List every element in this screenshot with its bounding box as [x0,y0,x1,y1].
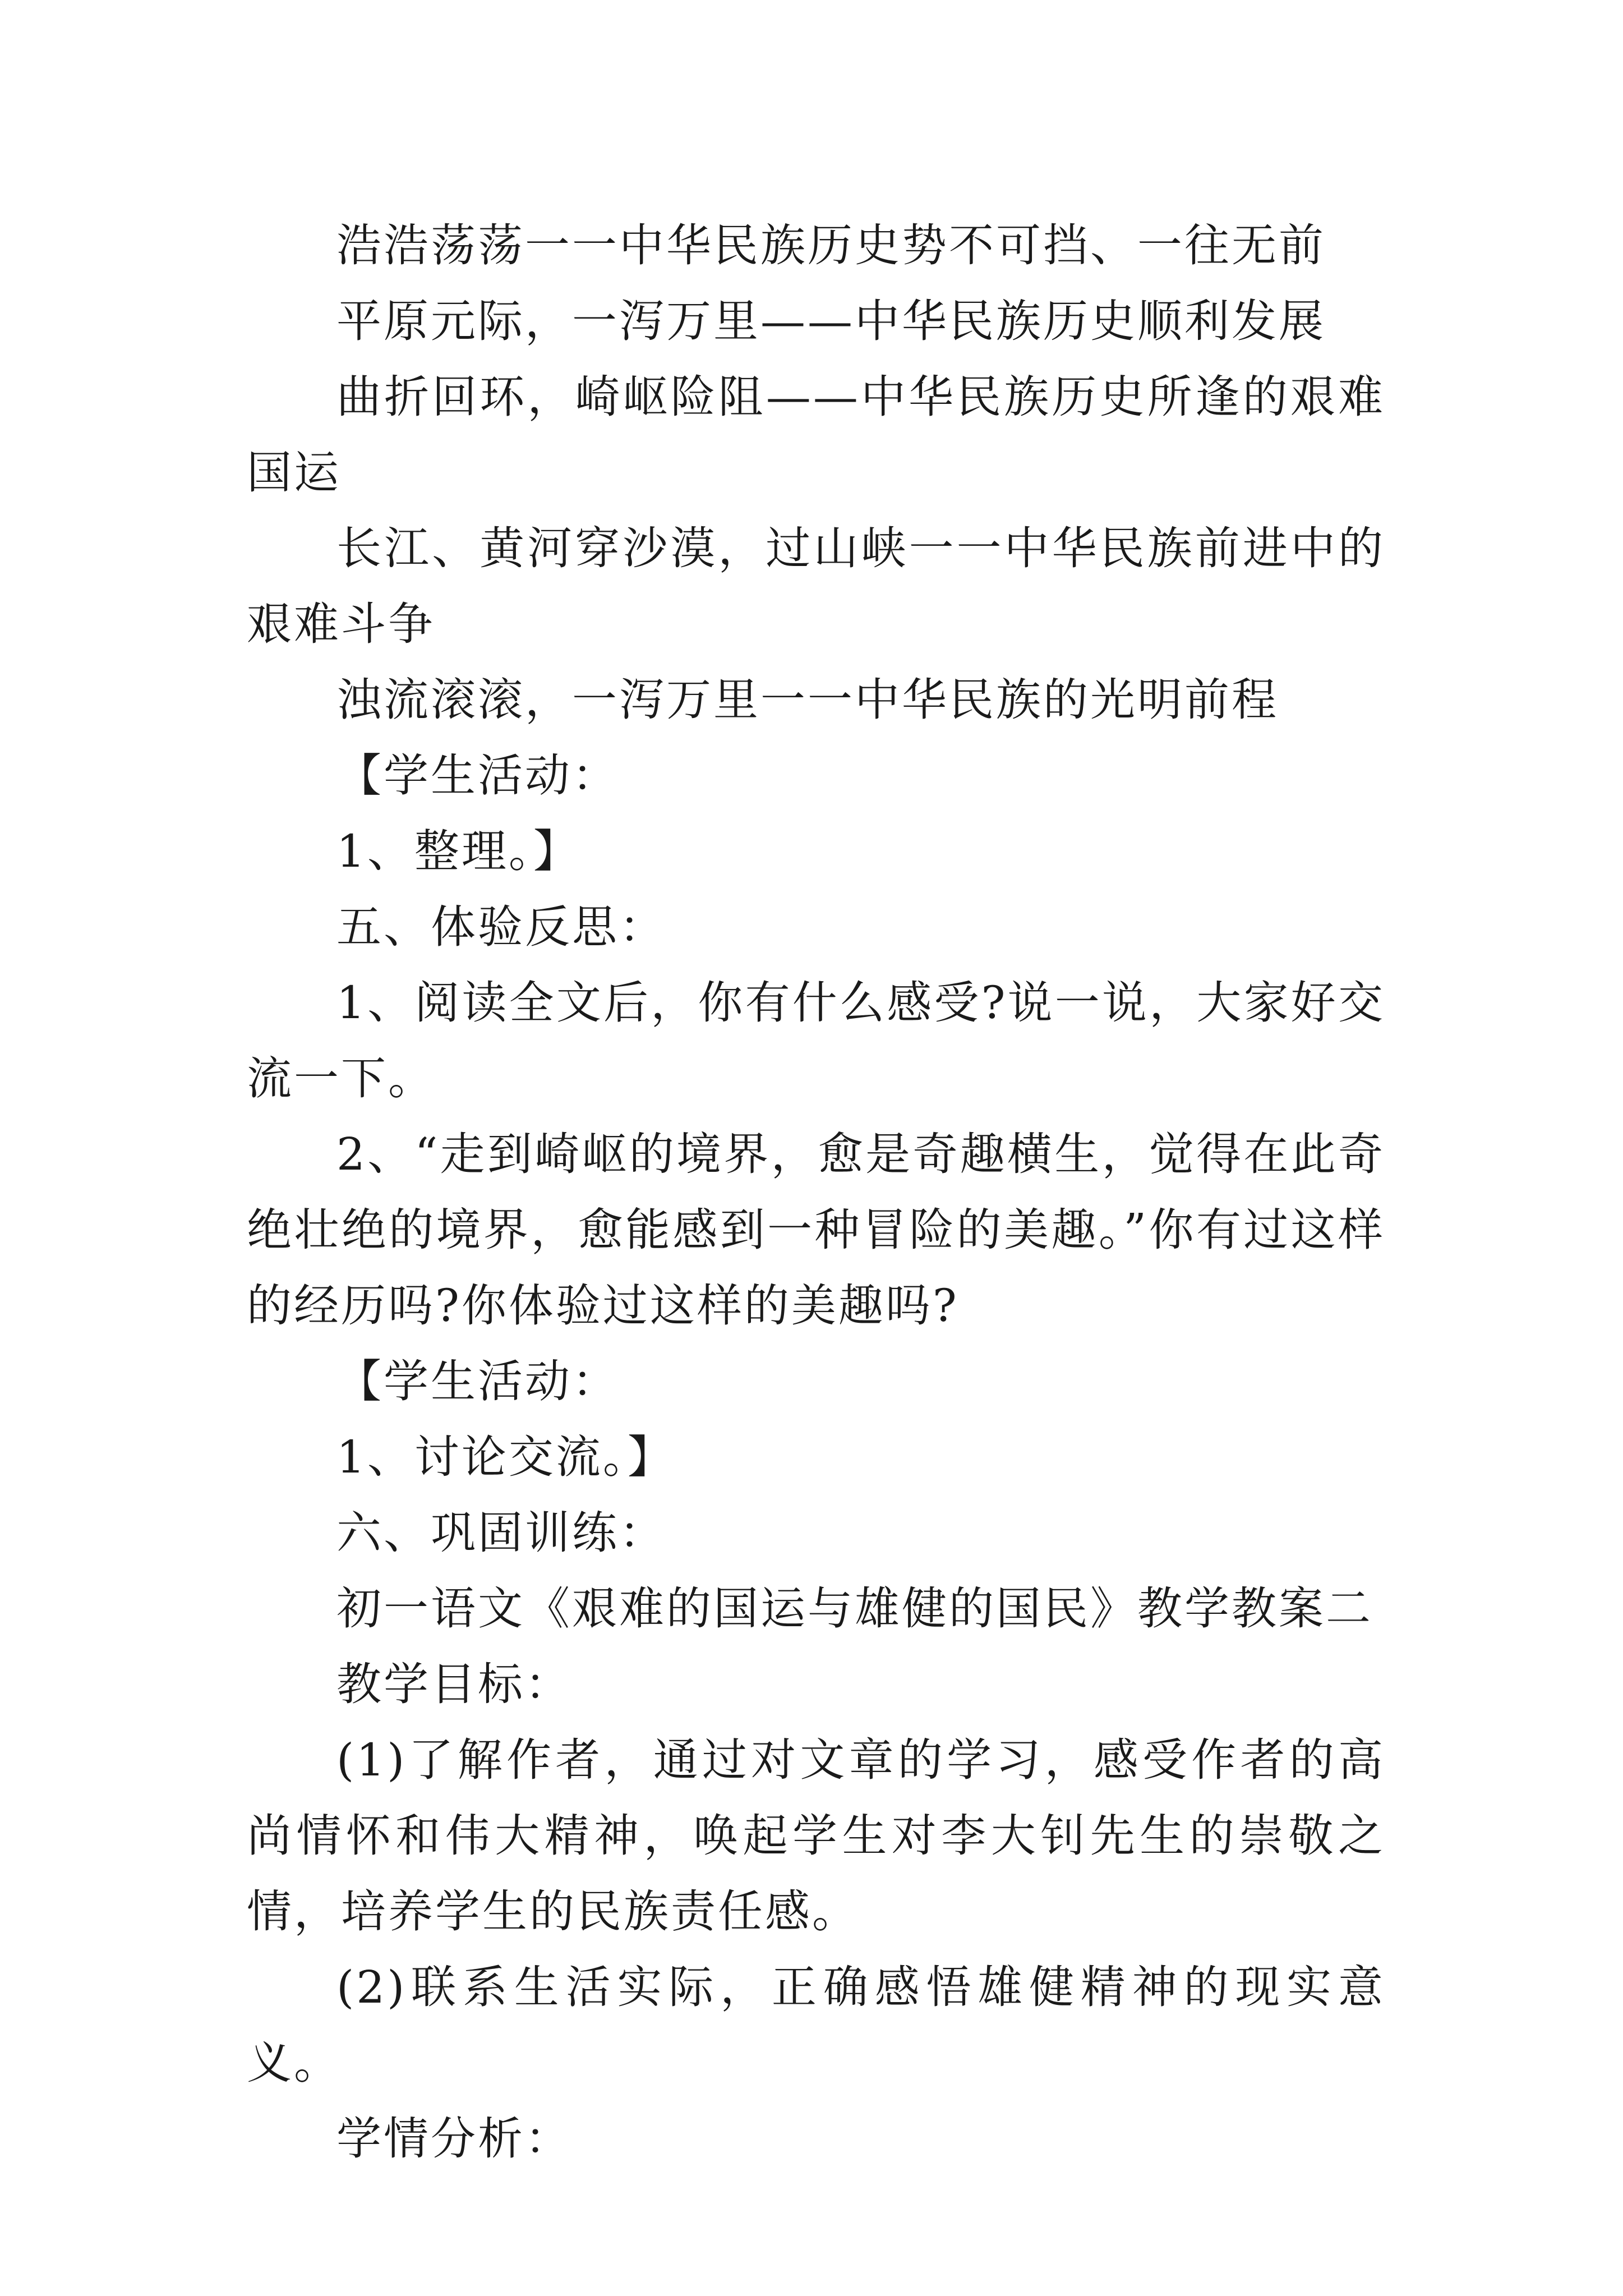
paragraph: 2、“走到崎岖的境界，愈是奇趣横生，觉得在此奇绝壮绝的境界，愈能感到一种冒险的美趣。”你有过这样的经历吗?你体验过这样的美趣吗? [247,1128,1385,1332]
document-title: 初一语文《艰难的国运与雄健的国民》教学教案二 [336,1582,1373,1635]
section-heading: 教学目标： [336,1658,572,1710]
paragraph: 长江、黄河穿沙漠，过山峡一一中华民族前进中的艰难斗争 [247,522,1385,650]
section-heading: 六、巩固训练： [336,1507,666,1559]
document-body [247,208,1385,2177]
paragraph: 浩浩荡荡一一中华民族历史势不可挡、一往无前 [336,219,1326,272]
section-heading: 学情分析： [336,2113,572,2165]
paragraph: 1、阅读全文后，你有什么感受?说一说，大家好交流一下。 [247,977,1385,1105]
paragraph: 【学生活动： [336,749,619,802]
paragraph: 曲折回环，崎岖险阻——中华民族历史所逢的艰难国运 [247,371,1385,499]
paragraph: 【学生活动： [336,1355,619,1407]
paragraph: 1、整理。】 [336,825,580,877]
paragraph: 1、讨论交流。】 [336,1431,675,1483]
paragraph: (1)了解作者，通过对文章的学习，感受作者的高尚情怀和伟大精神，唤起学生对李大钊先生的崇敬之情，培养学生的民族责任感。 [247,1734,1385,1938]
paragraph: 浊流滚滚，一泻万里一一中华民族的光明前程 [336,674,1279,726]
paragraph: 平原元际，一泻万里——中华民族历史顺利发展 [336,295,1326,347]
section-heading: 五、体验反思： [336,901,666,953]
paragraph: (2)联系生活实际，正确感悟雄健精神的现实意义。 [247,1961,1385,2089]
